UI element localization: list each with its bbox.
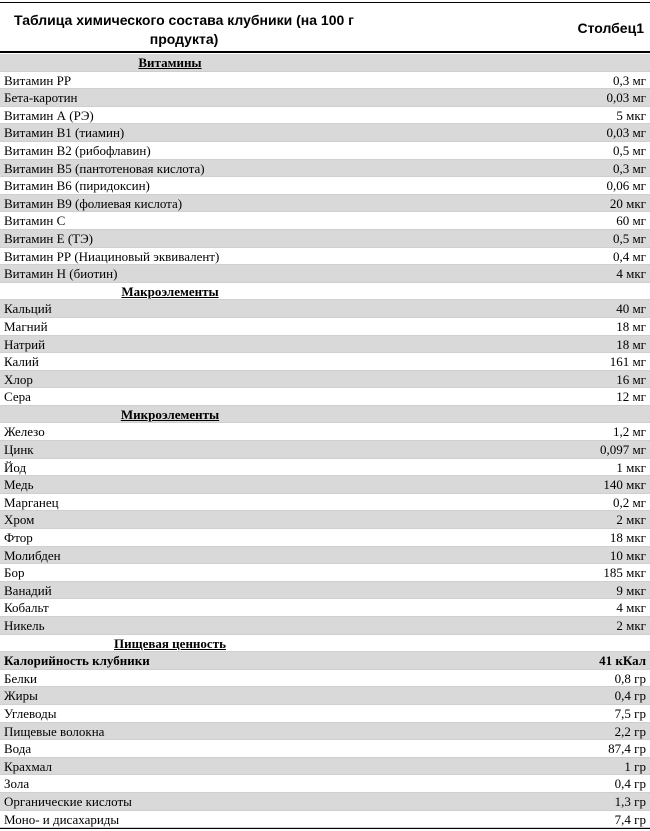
table-row xyxy=(0,599,650,617)
nutrient-name: Органические кислоты xyxy=(4,793,132,809)
nutrient-value: 0,8 гр xyxy=(614,670,646,686)
table-row xyxy=(0,177,650,195)
nutrient-value: 0,5 мг xyxy=(612,230,646,246)
nutrient-value: 0,03 мг xyxy=(606,125,646,141)
nutrient-name: Хлор xyxy=(4,371,33,387)
nutrient-name: Молибден xyxy=(4,547,61,563)
table-row xyxy=(0,212,650,230)
table-row xyxy=(0,687,650,705)
nutrient-name: Йод xyxy=(4,459,27,475)
table-row xyxy=(0,142,650,160)
nutrient-value: 0,4 мг xyxy=(612,248,646,264)
table-row xyxy=(0,441,650,459)
nutrient-name: Калий xyxy=(4,354,39,370)
table-row xyxy=(0,476,650,494)
nutrient-name: Витамин Н (биотин) xyxy=(4,266,118,282)
nutrient-name: Витамин В5 (пантотеновая кислота) xyxy=(4,160,205,176)
table-row xyxy=(0,160,650,178)
section-title: Макроэлементы xyxy=(121,283,219,299)
nutrient-name: Белки xyxy=(4,670,37,686)
table-row xyxy=(0,775,650,793)
nutrient-name: Хром xyxy=(4,512,35,528)
nutrient-name: Медь xyxy=(4,477,34,493)
nutrient-name: Вода xyxy=(4,741,32,757)
nutrient-name: Витамин В6 (пиридоксин) xyxy=(4,178,150,194)
nutrient-name: Витамин C xyxy=(4,213,66,229)
table-header xyxy=(0,3,650,53)
table-row xyxy=(0,353,650,371)
table-row xyxy=(0,723,650,741)
nutrient-name: Никель xyxy=(4,618,45,633)
table-row xyxy=(0,582,650,600)
table-row xyxy=(0,547,650,565)
nutrient-value: 1 мкг xyxy=(616,459,646,475)
nutrient-name: Моно- и дисахариды xyxy=(4,811,120,827)
table-row xyxy=(0,388,650,406)
nutrient-value: 7,5 гр xyxy=(614,705,646,721)
nutrient-name: Витамин В9 (фолиевая кислота) xyxy=(4,195,183,211)
table-body xyxy=(0,54,650,828)
nutrient-value: 1,3 гр xyxy=(614,793,646,809)
section-header-row xyxy=(0,635,650,653)
nutrient-value: 40 мг xyxy=(616,301,646,317)
nutrient-name: Пищевые волокна xyxy=(4,723,105,739)
table-row xyxy=(0,670,650,688)
nutrient-name: Фтор xyxy=(4,530,33,546)
table-row xyxy=(0,494,650,512)
nutrient-value: 1 гр xyxy=(624,758,646,774)
nutrient-value: 41 кКал xyxy=(599,653,646,669)
nutrient-value: 5 мкг xyxy=(616,107,646,123)
nutrient-name: Витамин В2 (рибофлавин) xyxy=(4,142,151,158)
nutrient-value: 0,097 мг xyxy=(599,442,646,458)
section-header-row xyxy=(0,283,650,301)
nutrient-value: 2 мкг xyxy=(616,618,646,633)
nutrient-value: 0,4 гр xyxy=(614,776,646,792)
table-row xyxy=(0,459,650,477)
nutrient-name: Витамин Е (ТЭ) xyxy=(4,230,94,246)
nutrient-name: Витамин PP xyxy=(4,72,72,88)
nutrient-value: 0,3 мг xyxy=(612,160,646,176)
table-row xyxy=(0,336,650,354)
nutrient-value: 20 мкг xyxy=(609,195,646,211)
nutrient-value: 60 мг xyxy=(616,213,646,229)
table-row xyxy=(0,511,650,529)
table-row xyxy=(0,89,650,107)
table-row xyxy=(0,265,650,283)
nutrient-name: Калорийность клубники xyxy=(4,653,150,669)
nutrient-value: 2 мкг xyxy=(616,512,646,528)
table-row xyxy=(0,652,650,670)
table-row xyxy=(0,617,650,635)
nutrient-name: Марганец xyxy=(4,494,59,510)
table-row xyxy=(0,371,650,389)
nutrient-value: 18 мг xyxy=(616,318,646,334)
nutrient-value: 18 мг xyxy=(616,336,646,352)
nutrient-value: 0,03 мг xyxy=(606,90,646,106)
nutrient-name: Витамин А (РЭ) xyxy=(4,107,94,123)
table-row xyxy=(0,529,650,547)
section-title: Пищевая ценность xyxy=(114,635,226,651)
nutrient-value: 2,2 гр xyxy=(614,723,646,739)
table-row xyxy=(0,300,650,318)
nutrient-name: Магний xyxy=(4,318,48,334)
nutrient-name: Кальций xyxy=(4,301,52,317)
nutrient-value: 140 мкг xyxy=(603,477,646,493)
nutrient-value: 7,4 гр xyxy=(614,811,646,827)
table-row xyxy=(0,107,650,125)
nutrient-value: 1,2 мг xyxy=(612,424,646,440)
nutrient-value: 10 мкг xyxy=(609,547,646,563)
table-row xyxy=(0,124,650,142)
table-row xyxy=(0,705,650,723)
nutrient-name: Цинк xyxy=(4,442,34,458)
table-row xyxy=(0,793,650,811)
section-title: Витамины xyxy=(138,55,202,70)
nutrient-name: Ванадий xyxy=(4,582,52,598)
nutrient-name: Зола xyxy=(4,776,30,792)
table-row xyxy=(0,248,650,266)
nutrient-name: Жиры xyxy=(4,688,38,704)
table-row xyxy=(0,564,650,582)
nutrient-name: Железо xyxy=(4,424,45,440)
table-title: Таблица химического состава клубники (на 100 г продукта) xyxy=(13,12,354,47)
nutrient-value: 0,06 мг xyxy=(606,178,646,194)
nutrient-value: 0,3 мг xyxy=(612,72,646,88)
table-bottom-border xyxy=(0,828,650,829)
nutrient-value: 4 мкг xyxy=(616,600,646,616)
nutrient-name: Натрий xyxy=(4,336,46,352)
nutrient-value: 185 мкг xyxy=(603,565,646,581)
nutrient-value: 0,4 гр xyxy=(614,688,646,704)
nutrient-value: 87,4 гр xyxy=(608,741,646,757)
nutrient-name: Углеводы xyxy=(4,705,57,721)
table-row xyxy=(0,195,650,213)
nutrient-name: Бета-каротин xyxy=(4,90,78,106)
nutrient-value: 4 мкг xyxy=(616,266,646,282)
table-row xyxy=(0,318,650,336)
nutrient-name: Кобальт xyxy=(4,600,49,616)
table-row xyxy=(0,423,650,441)
nutrient-name: Витамин В1 (тиамин) xyxy=(4,125,125,141)
table-row xyxy=(0,740,650,758)
section-title: Микроэлементы xyxy=(120,406,220,422)
section-header-row xyxy=(0,406,650,424)
table-row xyxy=(0,758,650,776)
table-row xyxy=(0,811,650,829)
nutrient-value: 12 мг xyxy=(616,389,646,405)
nutrient-value: 161 мг xyxy=(609,354,646,370)
nutrient-name: Бор xyxy=(4,565,25,581)
nutrient-value: 9 мкг xyxy=(616,582,646,598)
nutrient-value: 16 мг xyxy=(616,371,646,387)
nutrient-value: 0,2 мг xyxy=(612,494,646,510)
nutrient-value: 18 мкг xyxy=(609,530,646,546)
nutrient-name: Крахмал xyxy=(4,758,52,774)
column-header: Столбец1 xyxy=(577,20,644,36)
nutrient-name: Сера xyxy=(4,389,31,405)
table-row xyxy=(0,230,650,248)
table-row xyxy=(0,72,650,90)
section-header-row xyxy=(0,54,650,72)
nutrient-name: Витамин РР (Ниациновый эквивалент) xyxy=(4,248,220,264)
nutrient-value: 0,5 мг xyxy=(612,142,646,158)
